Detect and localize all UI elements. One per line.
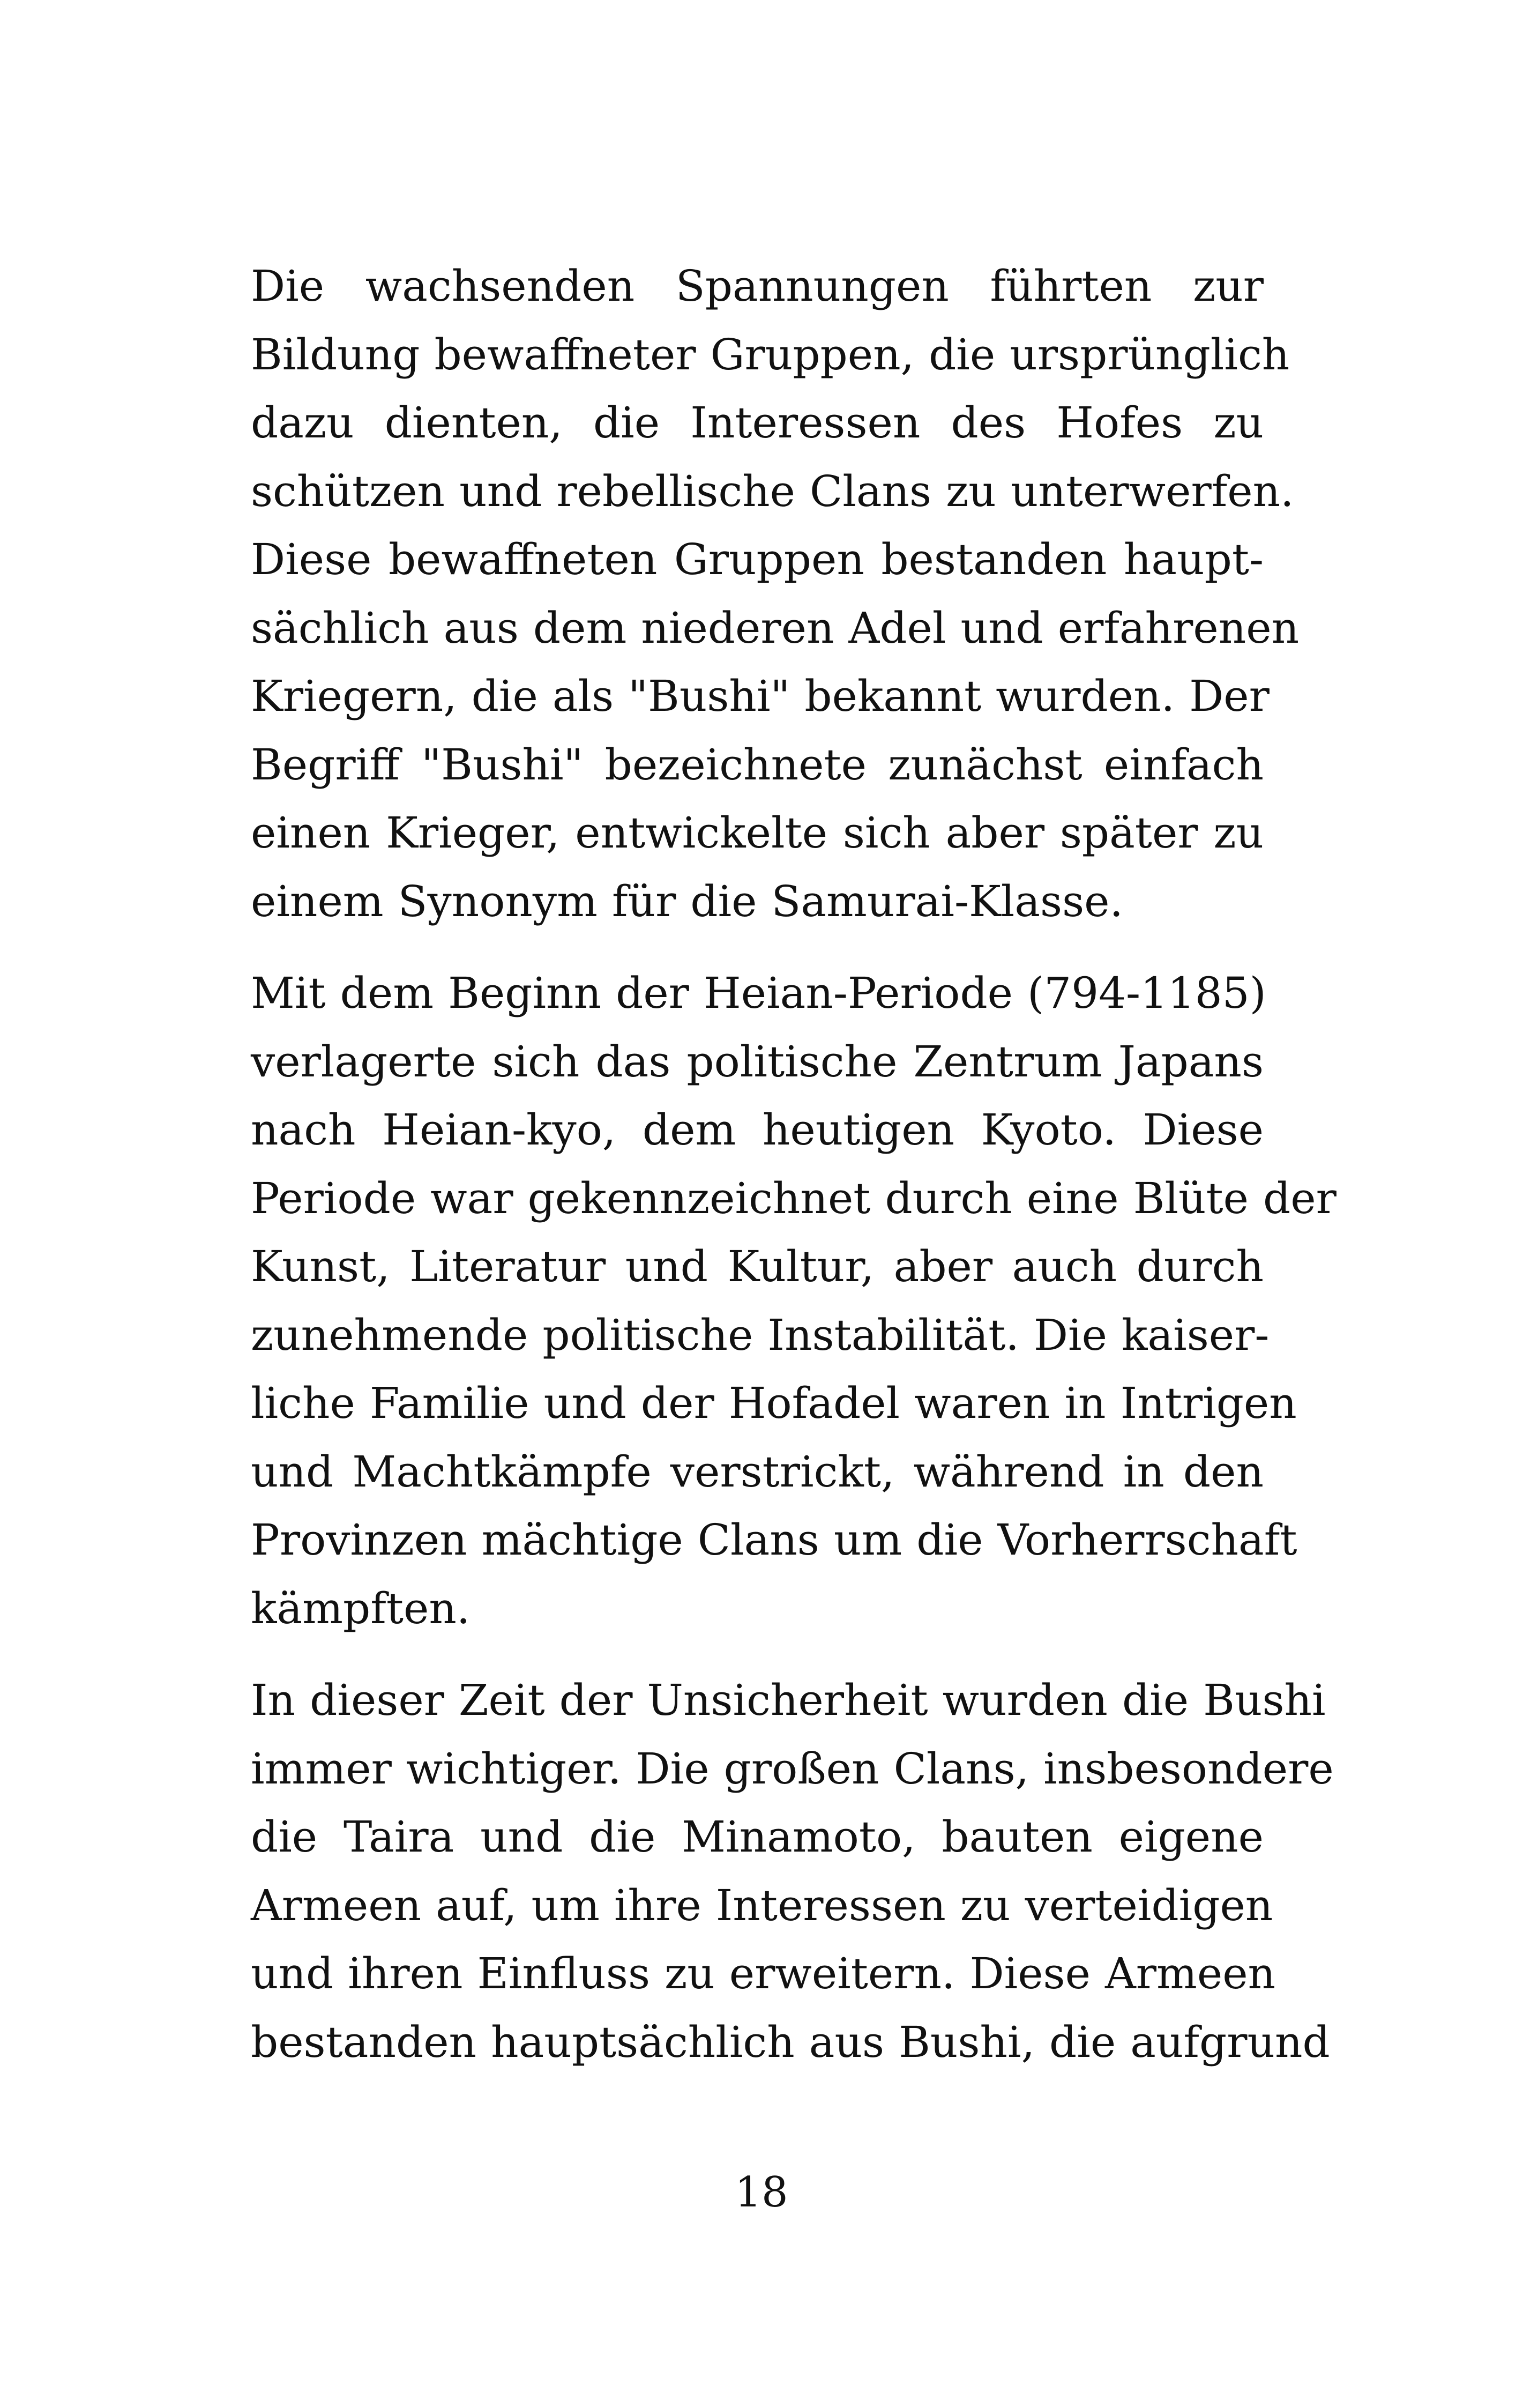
text-line: einen Krieger, entwickelte sich aber später zu xyxy=(251,808,1264,858)
text-line: Die wachsenden Spannungen führten zur xyxy=(251,261,1264,311)
text-line: Begriff "Bushi" bezeichnete zunächst einfach xyxy=(251,739,1264,790)
text-line: Bildung bewaffneter Gruppen, die ursprünglich xyxy=(251,329,1290,380)
text-line: und ihren Einfluss zu erweitern. Diese Armeen xyxy=(251,1949,1276,1998)
text-line: Diese bewaffneten Gruppen bestanden haupt- xyxy=(251,534,1264,584)
text-line: bestanden hauptsächlich aus Bushi, die aufgrund xyxy=(251,2017,1330,2067)
text-line: liche Familie und der Hofadel waren in Intrigen xyxy=(251,1378,1297,1428)
text-line: nach Heian-kyo, dem heutigen Kyoto. Diese xyxy=(251,1105,1264,1155)
text-line: kämpften. xyxy=(251,1583,471,1633)
text-line: und Machtkämpfe verstrickt, während in den xyxy=(251,1446,1264,1497)
text-line: Armeen auf, um ihre Interessen zu verteidigen xyxy=(251,1880,1273,1930)
text-line: verlagerte sich das politische Zentrum Japans xyxy=(251,1036,1264,1087)
text-line: Provinzen mächtige Clans um die Vorherrschaft xyxy=(251,1515,1297,1565)
text-line: zunehmende politische Instabilität. Die kaiser- xyxy=(251,1310,1270,1360)
text-line: dazu dienten, die Interessen des Hofes zu xyxy=(251,398,1264,448)
text-line: die Taira und die Minamoto, bauten eigene xyxy=(251,1812,1264,1862)
paragraph-2 xyxy=(251,959,1337,1643)
body-text xyxy=(251,252,1337,2100)
paragraph-3 xyxy=(251,1666,1334,2076)
text-line: In dieser Zeit der Unsicherheit wurden die Bushi xyxy=(251,1675,1326,1725)
text-line: immer wichtiger. Die großen Clans, insbesondere xyxy=(251,1743,1334,1794)
paragraph-1 xyxy=(251,252,1300,935)
text-line: Mit dem Beginn der Heian-Periode (794-1185) xyxy=(251,968,1266,1018)
text-line: Periode war gekennzeichnet durch eine Blüte der xyxy=(251,1173,1337,1223)
page-number: 18 xyxy=(735,2168,788,2217)
text-line: sächlich aus dem niederen Adel und erfahrenen xyxy=(251,603,1300,653)
text-line: schützen und rebellische Clans zu unterwerfen. xyxy=(251,466,1294,516)
text-line: Kriegern, die als "Bushi" bekannt wurden. Der xyxy=(251,671,1270,721)
text-line: einem Synonym für die Samurai-Klasse. xyxy=(251,876,1123,926)
text-line: Kunst, Literatur und Kultur, aber auch durch xyxy=(251,1242,1264,1291)
